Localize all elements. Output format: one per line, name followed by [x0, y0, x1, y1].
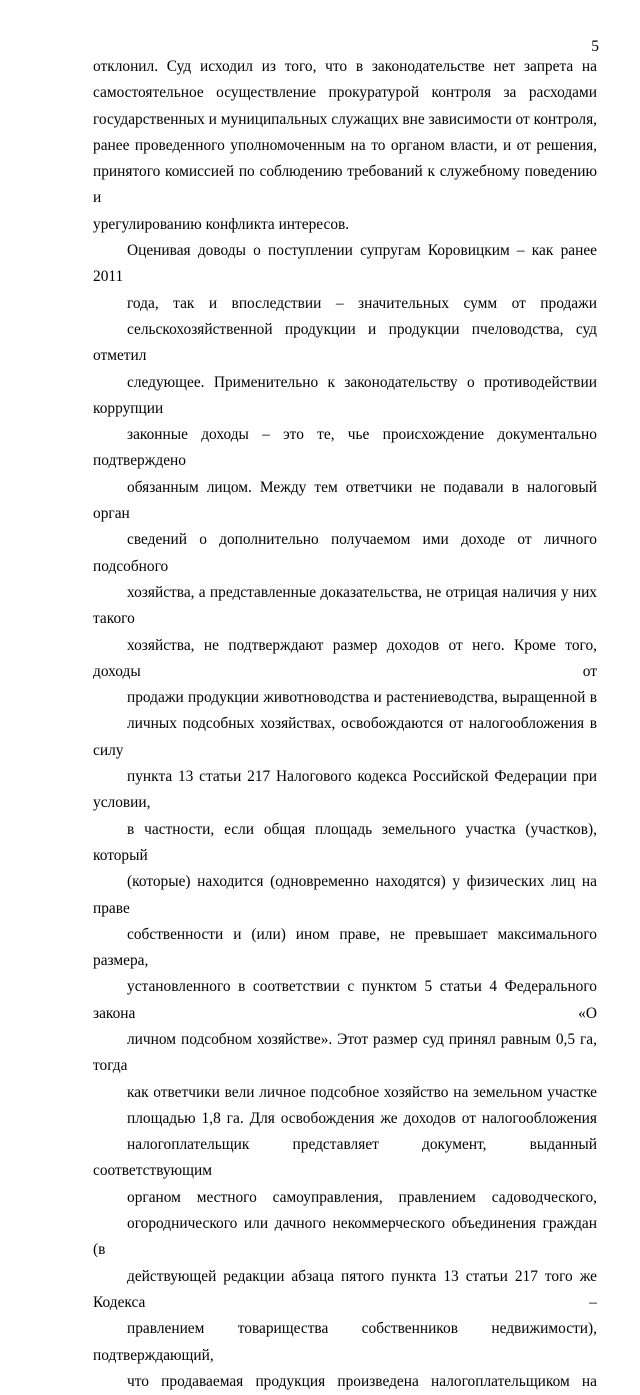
text-line: личных подсобных хозяйствах, освобождаются от налогообложения в силу [93, 715, 597, 759]
text-line: органом местного самоуправления, правлением садоводческого, [127, 1188, 597, 1206]
text-line: законные доходы – это те, чье происхождение документально подтверждено [93, 426, 597, 470]
paragraph-1 [93, 54, 597, 238]
paragraph-2 [93, 238, 597, 1395]
text-line: ранее проведенного уполномоченным на то органом власти, и от решения, [93, 136, 597, 154]
text-line: правлением товарищества собственников недвижимости), подтверждающий, [93, 1320, 597, 1364]
text-line: продажи продукции животноводства и растениеводства, выращенной в [127, 689, 597, 707]
text-line: хозяйства, не подтверждают размер доходов от него. Кроме того, доходы от [93, 636, 597, 680]
text-line: (которые) находится (одновременно находятся) у физических лиц на праве [93, 873, 597, 917]
text-line: что продаваемая продукция произведена налогоплательщиком на [127, 1372, 597, 1390]
text-line: сельскохозяйственной продукции и продукции пчеловодства, суд отметил [93, 320, 597, 365]
text-line: пункта 13 статьи 217 Налогового кодекса Российской Федерации при условии, [93, 768, 597, 812]
text-line: следующее. Применительно к законодательству о противодействии коррупции [93, 373, 597, 417]
text-line: площадью 1,8 га. Для освобождения же доходов от налогообложения [127, 1109, 597, 1127]
text-line: отклонил. Суд исходил из того, что в законодательстве нет запрета на [93, 58, 597, 75]
text-line: года, так и впоследствии – значительных сумм от продажи [127, 294, 597, 312]
text-line: хозяйства, а представленные доказательства, не отрицая наличия у них такого [93, 583, 597, 628]
text-line: урегулированию конфликта интересов. [93, 215, 350, 233]
text-line: огороднического или дачного некоммерческого объединения граждан (в [93, 1215, 597, 1259]
text-line: самостоятельное осуществление прокуратурой контроля за расходами [93, 84, 597, 102]
text-line: личном подсобном хозяйстве». Этот размер суд принял равным 0,5 га, тогда [93, 1030, 597, 1075]
text-line: Оценивая доводы о поступлении супругам Коровицким – как ранее 2011 [93, 242, 597, 286]
text-line: сведений о дополнительно получаемом ими доходе от личного подсобного [93, 531, 597, 575]
text-line: в частности, если общая площадь земельного участка (участков), который [93, 820, 597, 864]
text-line: действующей редакции абзаца пятого пункта 13 статьи 217 того же Кодекса – [93, 1267, 597, 1311]
page-number: 5 [591, 38, 599, 55]
body-text [93, 54, 597, 1395]
text-line: как ответчики вели личное подсобное хозяйство на земельном участке [127, 1083, 597, 1101]
text-line: собственности и (или) ином праве, не превышает максимального размера, [93, 925, 597, 970]
text-line: принятого комиссией по соблюдению требований к служебному поведению и [93, 163, 597, 207]
text-line: установленного в соответствии с пунктом 5 статьи 4 Федерального закона «О [93, 978, 597, 1022]
text-line: обязанным лицом. Между тем ответчики не подавали в налоговый орган [93, 478, 597, 523]
text-line: государственных и муниципальных служащих вне зависимости от контроля, [93, 110, 597, 128]
text-line: налогоплательщик представляет документ, выданный соответствующим [93, 1136, 597, 1180]
